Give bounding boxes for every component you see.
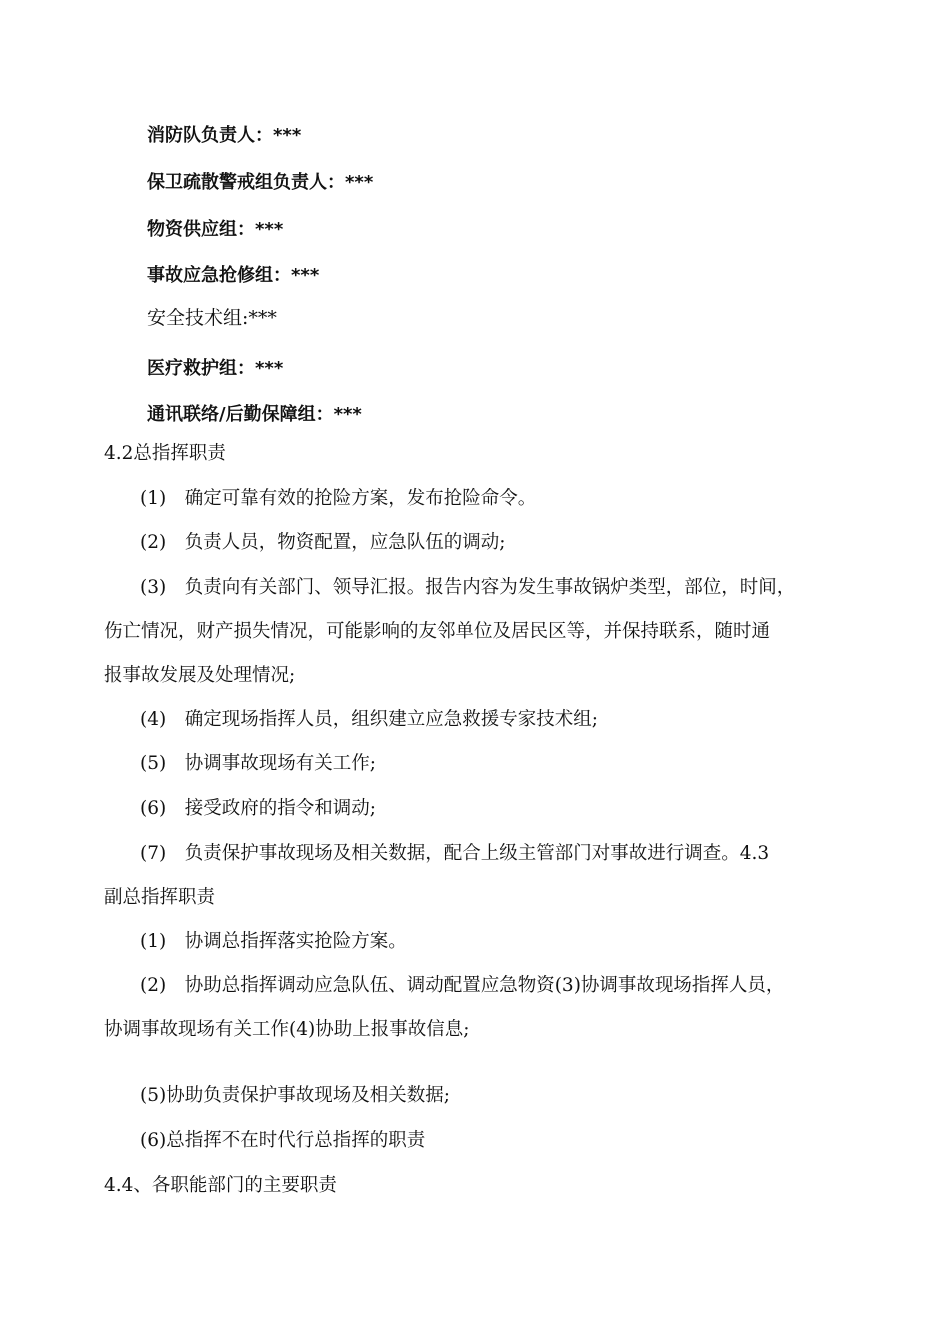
section-4-3-heading: 副总指挥职责 <box>104 887 216 908</box>
list-item-continuation: 协调事故现场有关工作(4)协助上报事故信息; <box>104 1019 470 1040</box>
list-item: (5)协助负责保护事故现场及相关数据; <box>140 1085 450 1106</box>
list-item: (1) 确定可靠有效的抢险方案，发布抢险命令。 <box>140 488 537 509</box>
list-item: (4) 确定现场指挥人员，组织建立应急救援专家技术组; <box>140 709 598 730</box>
list-item: (6)总指挥不在时代行总指挥的职责 <box>140 1130 426 1151</box>
role-fire-brigade: 消防队负责人：*** <box>147 125 302 146</box>
list-item-continuation: 报事故发展及处理情况; <box>104 665 296 686</box>
list-item: (5) 协调事故现场有关工作; <box>140 753 376 774</box>
list-item-continuation: 伤亡情况，财产损失情况，可能影响的友邻单位及居民区等，并保持联系，随时通 <box>104 621 771 642</box>
section-4-2-heading: 4.2总指挥职责 <box>104 443 226 464</box>
role-emergency-repair: 事故应急抢修组：*** <box>147 265 320 286</box>
role-material-supply: 物资供应组：*** <box>147 219 284 240</box>
section-4-4-heading: 4.4、各职能部门的主要职责 <box>104 1175 337 1196</box>
list-item: (2) 负责人员，物资配置，应急队伍的调动; <box>140 532 506 553</box>
list-item: (3) 负责向有关部门、领导汇报。报告内容为发生事故锅炉类型，部位，时间， <box>140 577 796 598</box>
list-item: (1) 协调总指挥落实抢险方案。 <box>140 931 407 952</box>
role-communication-logistics: 通讯联络/后勤保障组：*** <box>147 404 362 425</box>
role-security-evacuation: 保卫疏散警戒组负责人：*** <box>147 172 374 193</box>
role-safety-tech: 安全技术组:*** <box>147 307 277 329</box>
list-item: (6) 接受政府的指令和调动; <box>140 798 376 819</box>
list-item: (2) 协助总指挥调动应急队伍、调动配置应急物资(3)协调事故现场指挥人员， <box>140 975 785 996</box>
list-item: (7) 负责保护事故现场及相关数据，配合上级主管部门对事故进行调查。4.3 <box>140 843 770 864</box>
role-medical-rescue: 医疗救护组：*** <box>147 358 284 379</box>
